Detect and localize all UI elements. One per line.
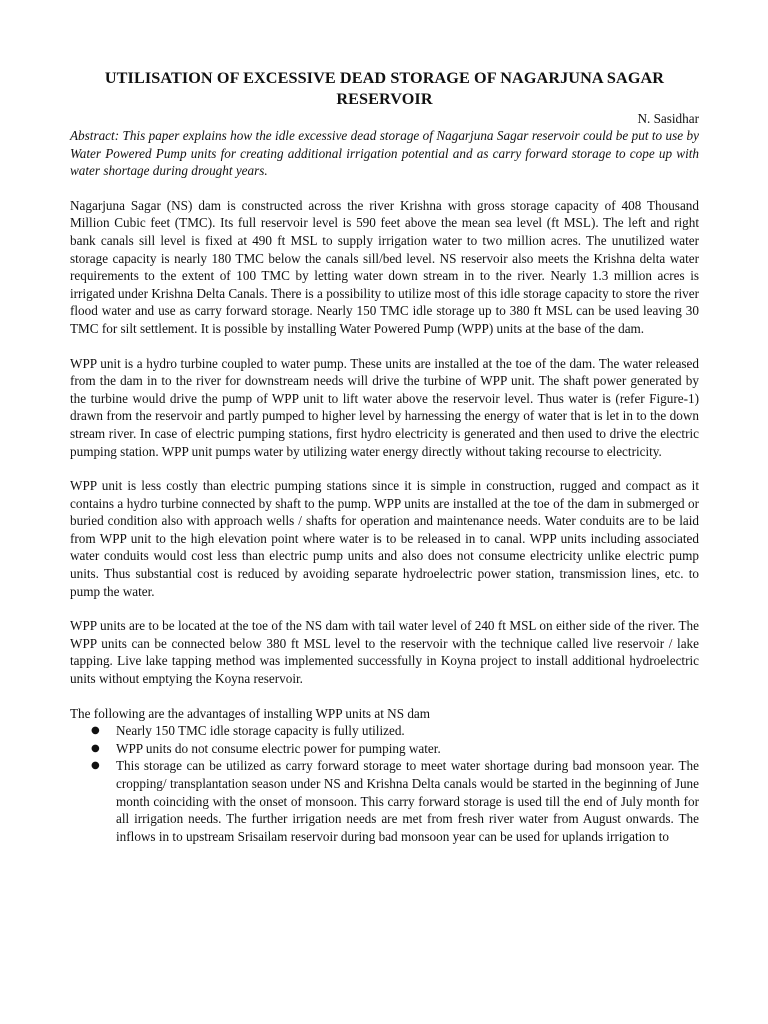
list-item-text: WPP units do not consume electric power for pumping water. <box>116 740 441 756</box>
list-item-text: Nearly 150 TMC idle storage capacity is fully utilized. <box>116 723 405 739</box>
document-page <box>70 68 699 845</box>
advantages-intro: The following are the advantages of installing WPP units at NS dam <box>70 705 431 721</box>
paragraph-wpp-location: WPP units are to be located at the toe of the NS dam with tail water level of 240 ft MSL on either side of the river. The WPP units can be connected below 380 ft MSL level to the reservoir with the technique called live reservoir / lake tapping. Live lake tapping method was implemented successfully in Koyna project to install additional hydroelectric units without emptying the Koyna reservoir. <box>70 618 699 687</box>
list-item-text: This storage can be utilized as carry forward storage to meet water shortage during bad monsoon year. The cropping/ transplantation season under NS and Krishna Delta canals would be started in the beginning of June month coinciding with the onset of monsoon. This carry forward storage is used till the end of July month for all irrigation needs. The further irrigation needs are met from fresh river water from August onwards. The inflows in to upstream Srisailam reservoir during bad monsoon year can be used for uplands irrigation to <box>116 758 699 844</box>
abstract: Abstract: This paper explains how the idle excessive dead storage of Nagarjuna Sagar reservoir could be put to use by Water Powered Pump units for creating additional irrigation potential and as carry forward storage to cope up with water shortage during drought years. <box>70 128 699 179</box>
paragraph-intro: Nagarjuna Sagar (NS) dam is constructed across the river Krishna with gross storage capacity of 408 Thousand Million Cubic feet (TMC). Its full reservoir level is 590 feet above the mean sea level (ft MSL). The left and right bank canals sill level is fixed at 490 ft MSL to supply irrigation water to two million acres. The unutilized water storage capacity is nearly 180 TMC below the canals sill/bed level. NS reservoir also meets the Krishna delta water requirements to the extent of 100 TMC by letting water down stream in to the river. Nearly 1.3 million acres is irrigated under Krishna Delta Canals. There is a possibility to utilize most of this idle storage capacity to store the river flood water and use as carry forward storage. Nearly 150 TMC idle storage up to 380 ft MSL can be used leaving 30 TMC for silt settlement. It is possible by installing Water Powered Pump (WPP) units at the base of the dam. <box>70 197 699 336</box>
list-item <box>70 740 699 758</box>
advantages-list <box>70 722 699 845</box>
bullet-icon: ● <box>91 760 100 772</box>
bullet-icon: ● <box>91 725 100 737</box>
list-item <box>70 722 699 740</box>
list-item <box>70 757 699 845</box>
bullet-icon: ● <box>91 742 100 754</box>
paragraph-wpp-cost: WPP unit is less costly than electric pumping stations since it is simple in construction, rugged and compact as it contains a hydro turbine connected by shaft to the pump. WPP units are installed at the toe of the dam in submerged or buried condition also with approach wells / shafts for operation and maintenance needs. Water conduits are to be laid from WPP unit to the high elevation point where water is to be released in to canal. WPP units including associated water conduits would cost less than electric pump units and also does not consume electricity unlike electric pump units. Thus substantial cost is reduced by avoiding separate hydroelectric power station, transmission lines, etc. to pump the water. <box>70 478 699 599</box>
author-name: N. Sasidhar <box>637 111 699 126</box>
paragraph-wpp-definition: WPP unit is a hydro turbine coupled to water pump. These units are installed at the toe of the dam. The water released from the dam in to the river for downstream needs will drive the turbine of WPP unit. The shaft power generated by the turbine would drive the pump of WPP unit to lift water above the reservoir level. Thus water is (refer Figure-1) drawn from the reservoir and partly pumped to higher level by harnessing the energy of water that is let in to the down stream river. In case of electric pumping stations, first hydro electricity is generated and then used to drive the electric pumping station. WPP unit pumps water by utilizing water energy directly without taking recourse to electricity. <box>70 355 699 459</box>
paper-title: UTILISATION OF EXCESSIVE DEAD STORAGE OF NAGARJUNA SAGAR RESERVOIR <box>104 69 665 108</box>
